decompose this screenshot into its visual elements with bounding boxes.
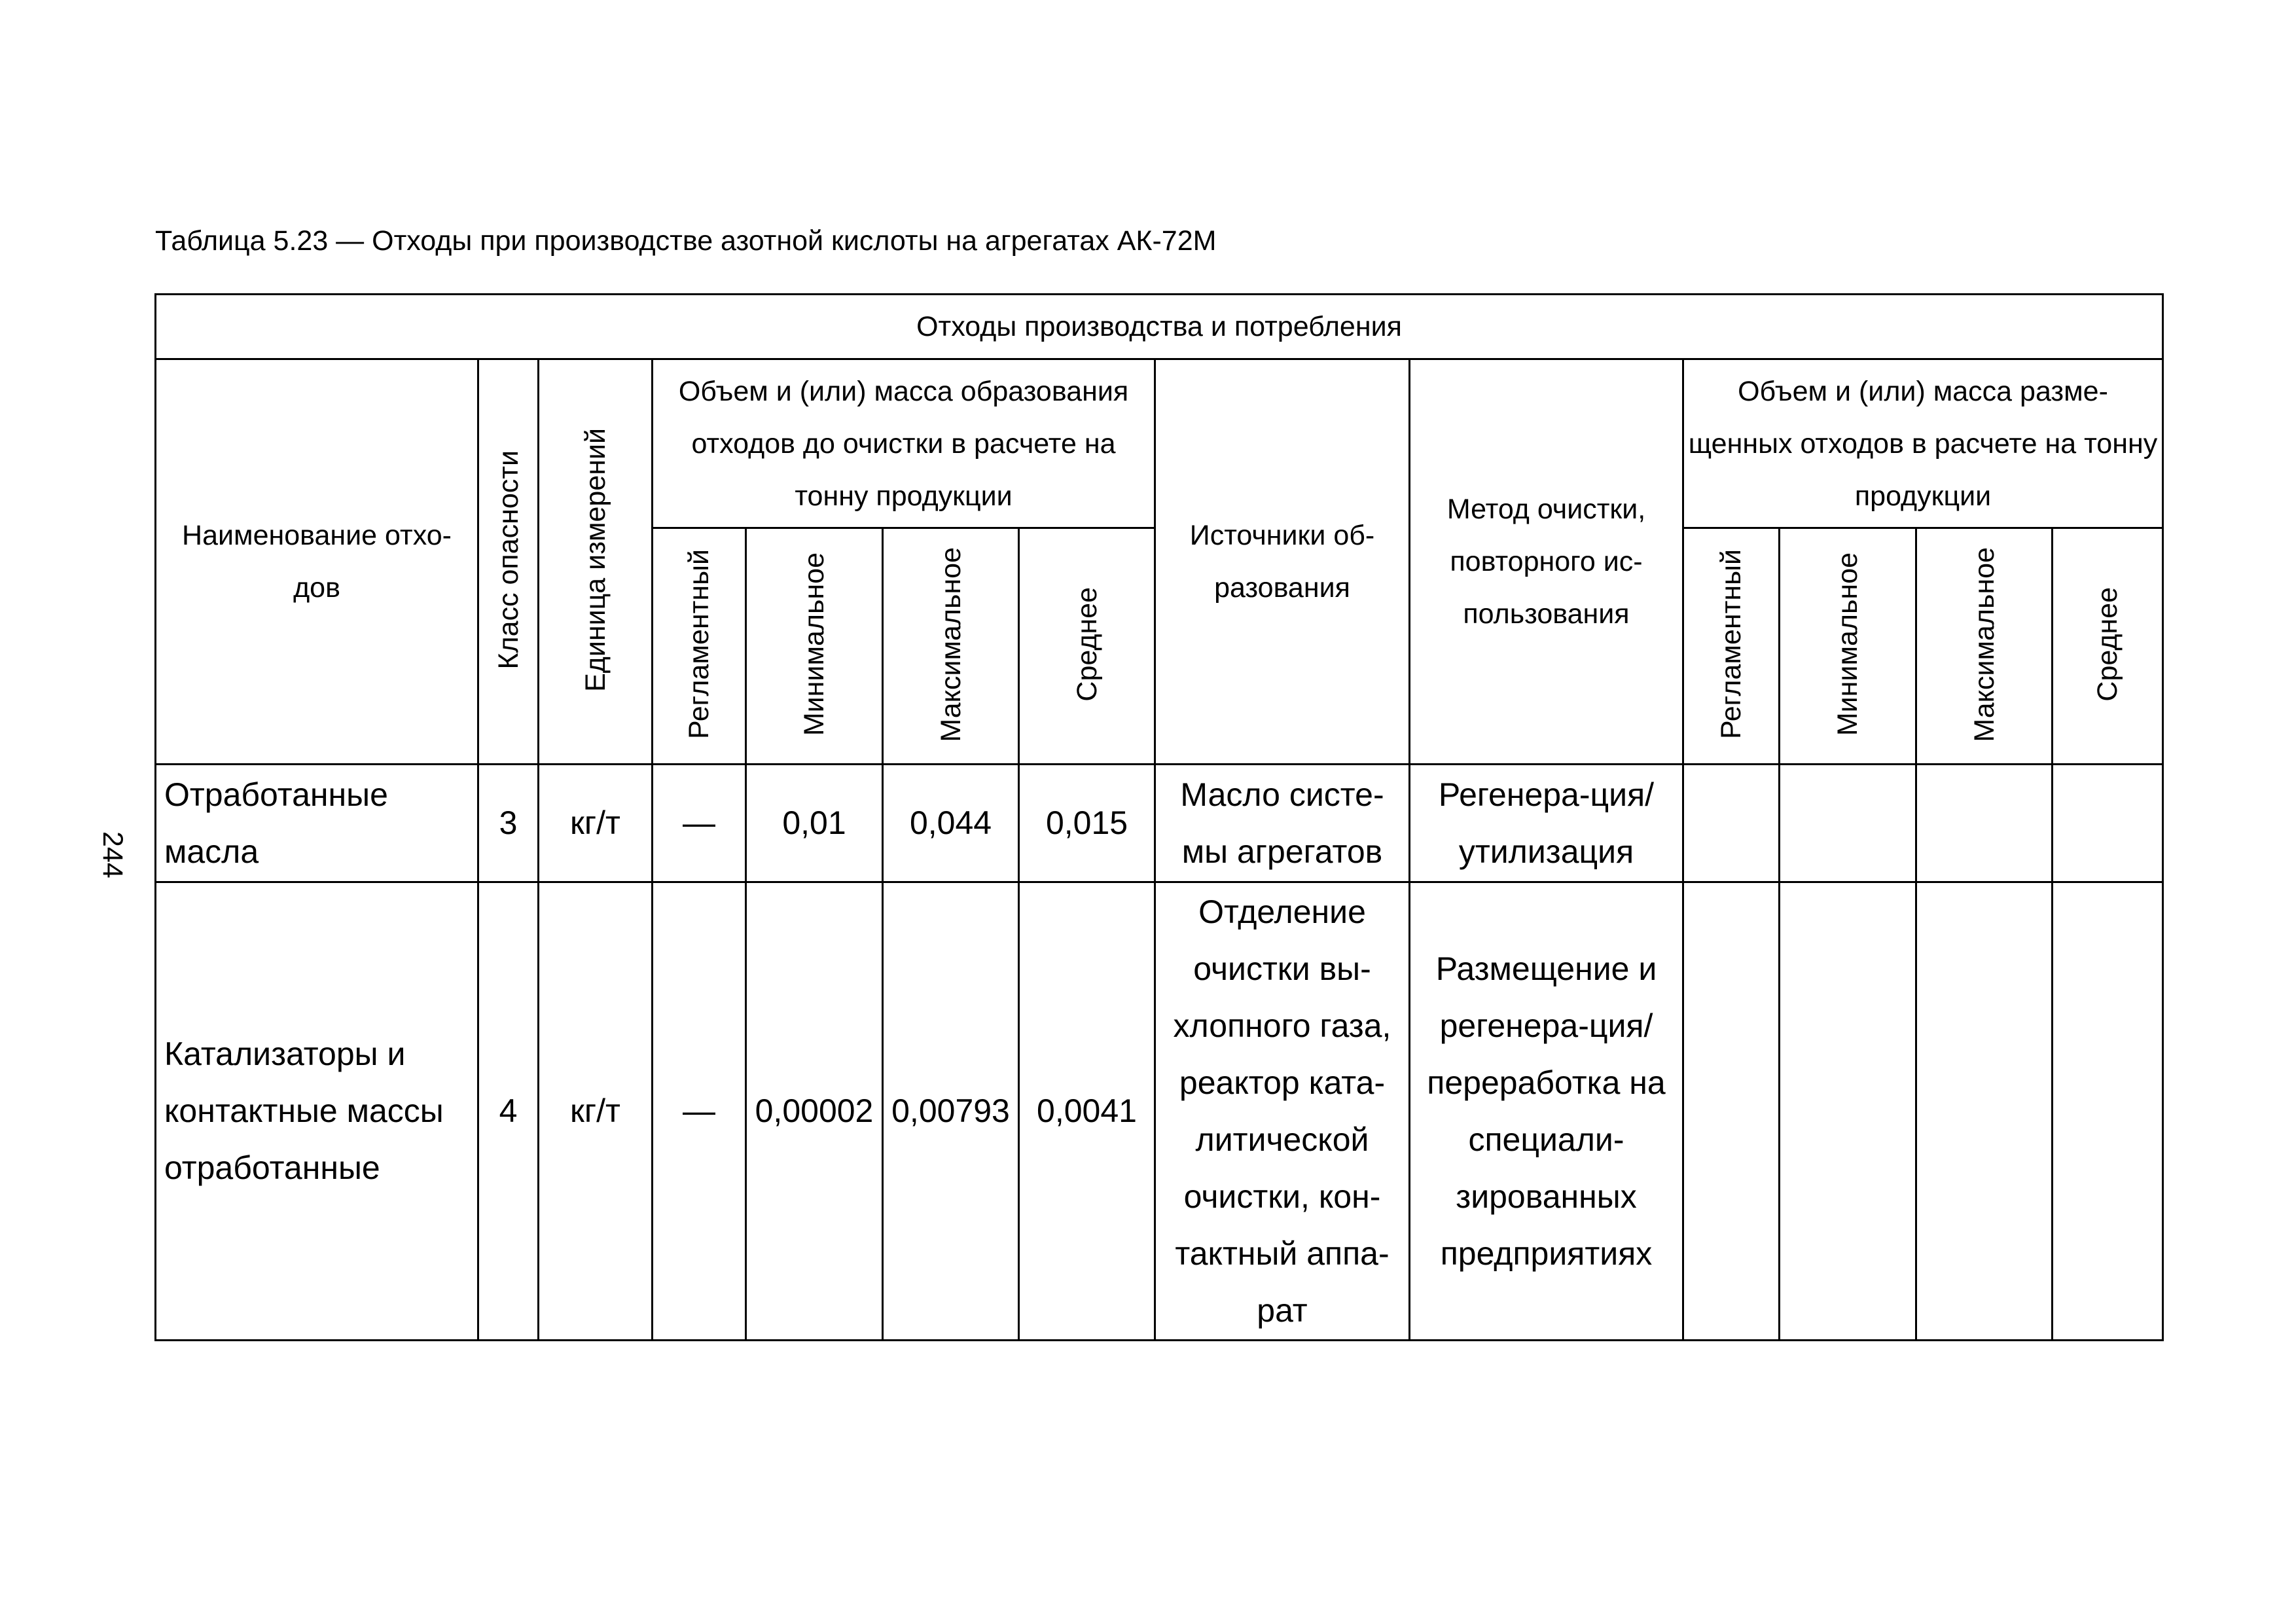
header-method-text: Метод очистки, повторного ис-пользования	[1446, 494, 1646, 630]
sub-header-average	[1019, 528, 1155, 765]
row-source-text: Отделение очистки вы-хлопного газа, реактор ката-литической очистки, кон-тактный аппа-рат	[1173, 893, 1391, 1329]
row-unit-text: кг/т	[570, 804, 620, 841]
row-placed-regulated	[1683, 765, 1780, 882]
sub-header-placed-maximum-text: Максимальное	[1968, 547, 2000, 742]
row-source-text: Масло систе-мы агрегатов	[1180, 776, 1384, 870]
header-name-text: Наименование отхо-дов	[182, 520, 452, 604]
row-average	[1019, 765, 1155, 882]
row-placed-maximum	[1916, 765, 2053, 882]
sub-header-regulated	[653, 528, 746, 765]
header-source	[1155, 359, 1410, 765]
row-hazard-class-text: 3	[499, 804, 518, 841]
row-hazard-class	[478, 882, 539, 1341]
row-placed-minimum	[1780, 882, 1916, 1341]
table-row	[156, 882, 2163, 1341]
sub-header-average-text: Среднее	[1071, 587, 1103, 702]
row-name-text: Отработанные масла	[164, 776, 388, 870]
row-source	[1155, 765, 1410, 882]
sub-header-placed-average-text: Среднее	[2092, 587, 2123, 702]
group-header-row	[156, 359, 2163, 528]
header-hazard-class-text: Класс опасности	[492, 450, 524, 670]
row-method	[1410, 882, 1683, 1341]
row-regulated	[653, 882, 746, 1341]
row-regulated	[653, 765, 746, 882]
top-header-text: Отходы производства и потребления	[916, 311, 1402, 342]
row-method-text: Размещение и регенера-ция/переработка на специали-зированных предприятиях	[1427, 950, 1666, 1272]
row-minimum-text: 0,01	[782, 804, 846, 841]
row-placed-regulated	[1683, 882, 1780, 1341]
header-method	[1410, 359, 1683, 765]
row-placed-minimum	[1780, 765, 1916, 882]
row-name-text: Катализаторы и контактные массы отработанные	[164, 1036, 444, 1186]
table-caption: Таблица 5.23 — Отходы при производстве азотной кислоты на агрегатах АК-72М	[155, 225, 1217, 257]
top-header-cell	[156, 295, 2163, 359]
row-unit	[539, 765, 653, 882]
header-generated-group	[653, 359, 1155, 528]
row-method-text: Регенера-ция/утилизация	[1438, 776, 1655, 870]
header-generated-group-text: Объем и (или) масса образования отходов до очистки в расчете на тонну продукции	[678, 375, 1129, 512]
sub-header-minimum	[746, 528, 883, 765]
sub-header-placed-regulated	[1683, 528, 1780, 765]
row-method	[1410, 765, 1683, 882]
row-regulated-text: —	[683, 1092, 715, 1129]
sub-header-maximum-text: Максимальное	[935, 547, 967, 742]
row-minimum-text: 0,00002	[755, 1092, 874, 1129]
page-number: 244	[97, 831, 128, 878]
row-maximum-text: 0,044	[909, 804, 992, 841]
row-hazard-class-text: 4	[499, 1092, 518, 1129]
row-placed-average	[2053, 765, 2163, 882]
waste-table	[154, 293, 2164, 1341]
row-maximum	[883, 765, 1019, 882]
row-name	[156, 765, 478, 882]
row-maximum-text: 0,00793	[891, 1092, 1010, 1129]
sub-header-maximum	[883, 528, 1019, 765]
row-minimum	[746, 882, 883, 1341]
sub-header-placed-average	[2053, 528, 2163, 765]
row-source	[1155, 882, 1410, 1341]
top-header-row	[156, 295, 2163, 359]
row-name	[156, 882, 478, 1341]
row-average-text: 0,015	[1045, 804, 1128, 841]
sub-header-placed-maximum	[1916, 528, 2053, 765]
row-hazard-class	[478, 765, 539, 882]
header-unit	[539, 359, 653, 765]
header-source-text: Источники об-разования	[1189, 520, 1375, 604]
sub-header-placed-minimum	[1780, 528, 1916, 765]
row-minimum	[746, 765, 883, 882]
header-unit-text: Единица измерений	[579, 428, 611, 692]
row-average-text: 0,0041	[1037, 1092, 1137, 1129]
sub-header-placed-regulated-text: Регламентный	[1715, 549, 1747, 740]
row-average	[1019, 882, 1155, 1341]
row-regulated-text: —	[683, 804, 715, 841]
sub-header-regulated-text: Регламентный	[683, 549, 715, 740]
sub-header-placed-minimum-text: Минимальное	[1832, 552, 1863, 736]
row-placed-maximum	[1916, 882, 2053, 1341]
table-row	[156, 765, 2163, 882]
row-unit	[539, 882, 653, 1341]
header-placed-group-text: Объем и (или) масса разме-щенных отходов в расчете на тонну продукции	[1688, 375, 2158, 512]
row-maximum	[883, 882, 1019, 1341]
sub-header-minimum-text: Минимальное	[798, 552, 830, 736]
header-placed-group	[1683, 359, 2163, 528]
header-hazard-class	[478, 359, 539, 765]
header-name	[156, 359, 478, 765]
row-placed-average	[2053, 882, 2163, 1341]
row-unit-text: кг/т	[570, 1092, 620, 1129]
